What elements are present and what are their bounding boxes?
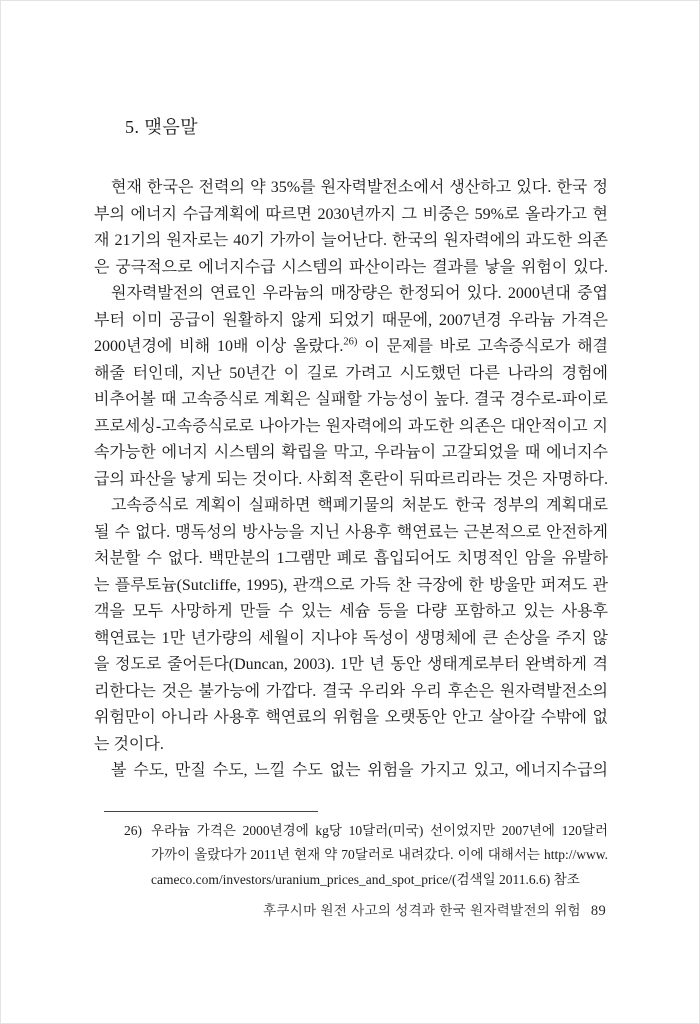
section-heading: 5. 맺음말 (125, 117, 199, 137)
footnote-divider (104, 811, 318, 812)
body-text-line: 비추어볼 때 고속증식로 계획은 실패할 가능성이 높다. 결국 경수로-파이로 (94, 391, 608, 408)
body-text-line: 객을 모두 사망하게 만들 수 있는 세슘 등을 다량 포함하고 있는 사용후 (94, 603, 608, 620)
footnote-line: cameco.com/investors/uranium_prices_and_spot_price/(검색일 2011.6.6) 참조 (151, 871, 580, 887)
body-text-line: 는 것이다. (94, 735, 164, 753)
body-text-line: 핵연료는 1만 년가량의 세월이 지나야 독성이 생명체에 큰 손상을 주지 않 (94, 629, 608, 647)
body-text-line: 볼 수도, 만질 수도, 느낄 수도 없는 위험을 가지고 있고, 에너지수급의 (111, 762, 608, 779)
page-content (94, 113, 608, 892)
body-text-line: 현재 한국은 전력의 약 35%를 원자력발전소에서 생산하고 있다. 한국 정 (111, 179, 608, 196)
footer-running-title: 후쿠시마 원전 사고의 성격과 한국 원자력발전의 위험 (263, 903, 581, 918)
footnote-line: 가까이 올랐다가 2011년 현재 약 70달러로 내려갔다. 이에 대해서는 http://www. (151, 847, 608, 862)
body-text-line: 처분할 수 없다. 백만분의 1그램만 폐로 흡입되어도 치명적인 암을 유발하 (94, 550, 608, 567)
body-text-line (94, 334, 608, 361)
body-text-line: 고속증식로 계획이 실패하면 핵폐기물의 처분도 한국 정부의 계획대로 (111, 497, 608, 514)
body-text-line: 부터 이미 공급이 원활하지 않게 되었기 때문에, 2007년경 우라늄 가격은 (94, 311, 608, 329)
body-text-segment: 2000년경에 비해 10배 이상 올랐다. (94, 338, 344, 355)
body-text-line: 재 21기의 원자로는 40기 가까이 늘어난다. 한국의 원자력에의 과도한 의존 (94, 232, 608, 249)
body-text-line: 급의 파산을 낳게 되는 것이다. 사회적 혼란이 뒤따르리라는 것은 자명하다. (94, 470, 608, 488)
footnote-marker: 26) (124, 822, 142, 838)
body-text-line: 속가능한 에너지 시스템의 확립을 막고, 우라늄이 고갈되었을 때 에너지수 (94, 444, 608, 461)
body-text-line: 을 정도로 줄어든다(Duncan, 2003). 1만 년 동안 생태계로부터 완벽하게 격 (94, 656, 608, 673)
body-text-line: 프로세싱-고속증식로로 나아가는 원자력에의 과도한 의존은 대안적이고 지 (94, 417, 608, 435)
body-text (94, 175, 608, 785)
footnote-26 (94, 819, 608, 893)
footnote-block (94, 811, 608, 893)
body-text-line: 은 궁극적으로 에너지수급 시스템의 파산이라는 결과를 낳을 위험이 있다. (94, 258, 608, 276)
body-text-line: 해줄 터인데, 지난 50년간 이 길로 가려고 시도했던 다른 나라의 경험에 (94, 364, 608, 382)
body-text-line: 될 수 없다. 맹독성의 방사능을 지닌 사용후 핵연료는 근본적으로 안전하게 (94, 523, 608, 541)
body-text-line: 는 플루토늄(Sutcliffe, 1995), 관객으로 가득 찬 극장에 한 방울만 퍼져도 관 (94, 576, 608, 594)
body-text-line: 위험만이 아니라 사용후 핵연료의 위험을 오랫동안 안고 살아갈 수밖에 없 (94, 709, 608, 726)
footer-page-number: 89 (590, 903, 606, 919)
body-text-segment: 이 문제를 바로 고속증식로가 해결 (357, 338, 608, 355)
footnote-reference-26: 26) (343, 336, 358, 348)
body-text-line: 리한다는 것은 불가능에 가깝다. 결국 우리와 우리 후손은 원자력발전소의 (94, 682, 608, 700)
body-text-line: 원자력발전의 연료인 우라늄의 매장량은 한정되어 있다. 2000년대 중엽 (111, 285, 608, 302)
footnote-line: 우라늄 가격은 2000년경에 kg당 10달러(미국) 선이었지만 2007년에 120달러 (151, 822, 608, 838)
page-footer (263, 899, 606, 920)
body-text-line: 부의 에너지 수급계획에 따르면 2030년까지 그 비중은 59%로 올라가고 현 (94, 205, 608, 223)
